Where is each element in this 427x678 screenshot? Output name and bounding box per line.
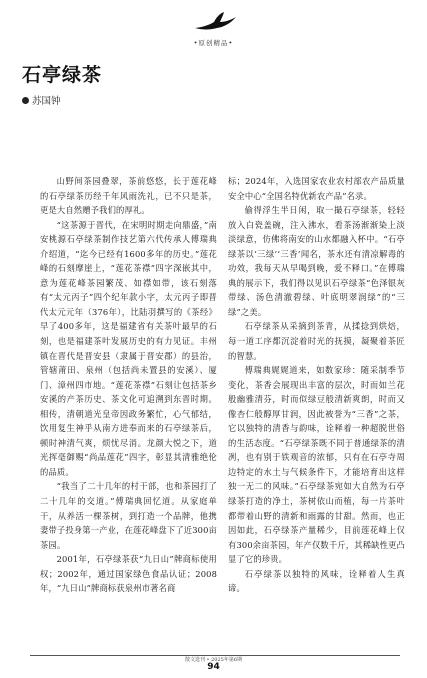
page-header <box>0 0 427 52</box>
column-tag: •原创精品• <box>193 39 234 47</box>
flying-bird-icon <box>193 10 237 36</box>
article-title: 石亭绿茶 <box>22 64 103 86</box>
page-number: 94 <box>207 662 220 672</box>
author-line <box>22 93 61 107</box>
article-column-right <box>228 174 405 596</box>
paragraph: 山野间茶园叠翠，茶前悠悠，长于莲花峰的石亭绿茶历经千年风雨洗礼，已不只是茶，更是大自然赠予我们的厚礼。 <box>40 176 217 216</box>
author-name: 苏国钟 <box>32 96 61 107</box>
paragraph: “我当了二十几年的村干部，也和茶园打了二十几年的交道。”傅瑞典回忆道。从家庭单干，从养活一棵茶树，到打造一个品牌，他携妻带子投身第一产业，在莲花峰盘下了近300亩茶园。 <box>40 481 217 550</box>
article-column-left <box>40 174 217 596</box>
paragraph: 傅瑞典娓娓道来，如数家珍：随采制季节变化，茶香会展现出丰富的层次，时而如兰花般幽雅清芬，时而似绿豆般清新爽朗，时而又像杏仁般醇厚甘润，因此被誉为“三香”之茶，它以独特的清香与韵味，诠释着一种超脱世俗的生活态度。“石亭绿茶既不同于普通绿茶的清冽，也有别于铁观音的浓郁，只有在石亭寺周边特定的水土与气候条件下，才能培育出这样独一无二的风味。”石亭绿茶宛如大自然为石亭绿茶打造的净土，茶树依山而植，每一片茶叶都带着山野的清新和雨露的甘甜。然而，也正因如此，石亭绿茶产量稀少，目前莲花峰上仅有300余亩茶园，年产仅数千斤，其稀缺性更凸显了它的珍贵。 <box>228 365 405 565</box>
paragraph: 石亭绿茶以独特的风味，诠释着人生真谛。 <box>228 568 405 594</box>
paragraph-continued: 标；2024年，入选国家农业农村部农产品质量安全中心“全国名特优新农产品”名录。 <box>228 176 405 201</box>
paragraph: 石亭绿茶从采摘到茶青，从揉捻到烘焙，每一道工序都沉淀着时光的抚摸，凝聚着茶匠的智慧。 <box>228 321 405 361</box>
paragraph: “这茶源于晋代，在宋明时期走向鼎盛，”南安桃源石亭绿茶制作技艺第六代传承人傅瑞典介绍道，“迄今已经有1600多年的历史。”莲花峰的石刻摩崖上，“莲花茶襟”四字深嵌其中，意为莲花峰茶园繁茂、如襟如带，该石刻落有“太元丙子”四个纪年款小字，太元丙子即晋代太元元年（376年），比陆羽撰写的《茶经》早了400多年，这是福建省有关茶叶最早的石刻，也是福建茶叶发展历史的有力见证。丰州镇在晋代是晋安县（隶属于晋安郡）的县治，管辖莆田、泉州（包括尚未置县的安溪）、厦门、漳州四市地。“莲花茶襟”石刻让包括茶乡安溪的产茶历史、茶文化可追溯到东晋时期。相传，清朝道光皇帝因政务繁忙，心气郁结，饮用复生神乎从南方进奉而来的石亭绿茶后，顿时神清气爽，烦忧尽消。龙颜大悦之下，道光挥毫御赐“尚品莲花”四字，彰显其清雅绝伦的品质。 <box>40 219 217 477</box>
journal-name: 散文选刊 • 2025年第6期 <box>184 657 243 663</box>
filled-circle-icon <box>22 97 29 104</box>
paragraph: 2001年，石亭绿茶获“九日山”牌商标使用权；2002年，通过国家绿色食品认证；2008年，“九日山”牌商标获泉州市著名商 <box>40 554 217 594</box>
paragraph: 偷得浮生半日闲，取一撮石亭绿茶，轻轻放入白瓷盖碗，注入沸水，看茶汤渐渐染上淡淡绿意，仿佛将南安的山水都融入杯中。“石亭绿茶以‘三绿’‘三香’闻名，茶水还有清凉解毒的功效，我每天从早喝到晚，爱不释口。”在傅瑞典的展示下，我们得以见识石亭绿茶“色泽银灰带绿、汤色清澈碧绿、叶底明翠润绿”的“三绿”之美。 <box>228 205 405 317</box>
